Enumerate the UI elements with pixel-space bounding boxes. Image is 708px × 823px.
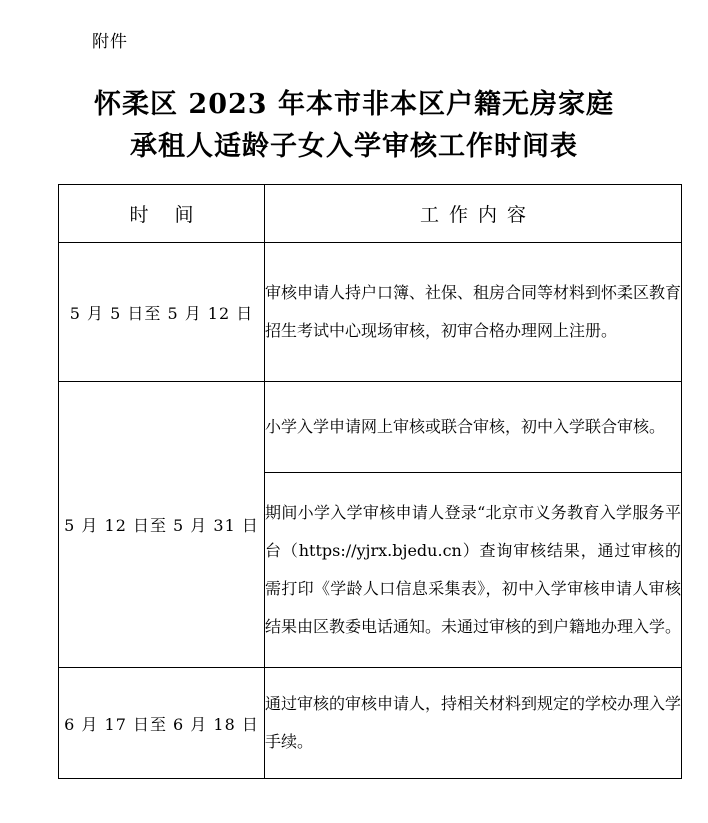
row-description: 期间小学入学审核申请人登录“北京市义务教育入学服务平台（https://yjrx.bjedu.cn）查询审核结果，通过审核的需打印《学龄人口信息采集表》，初中入学审核申请人审核结果由区教委电话通知。未通过审核的到户籍地办理入学。 — [265, 473, 682, 668]
row-description: 小学入学申请网上审核或联合审核，初中入学联合审核。 — [265, 382, 682, 473]
header-content: 工作内容 — [265, 185, 682, 243]
row-description: 审核申请人持户口簿、社保、租房合同等材料到怀柔区教育招生考试中心现场审核，初审合格办理网上注册。 — [265, 243, 682, 382]
row-date: 6 月 17 日至 6 月 18 日 — [59, 668, 265, 779]
row-date: 5 月 5 日至 5 月 12 日 — [59, 243, 265, 382]
row-description: 通过审核的审核申请人，持相关材料到规定的学校办理入学手续。 — [265, 668, 682, 779]
table-row — [59, 243, 682, 382]
page-title-line-1: 怀柔区 2023 年本市非本区户籍无房家庭 — [94, 89, 614, 120]
row-date: 5 月 12 日至 5 月 31 日 — [59, 382, 265, 668]
header-time: 时间 — [59, 185, 265, 243]
table-row — [59, 668, 682, 779]
page-title-line-2: 承租人适龄子女入学审核工作时间表 — [130, 131, 578, 162]
schedule-table — [58, 184, 682, 779]
attachment-label: 附件 — [92, 32, 128, 52]
table-header-row — [59, 185, 682, 243]
table-row — [59, 382, 682, 473]
